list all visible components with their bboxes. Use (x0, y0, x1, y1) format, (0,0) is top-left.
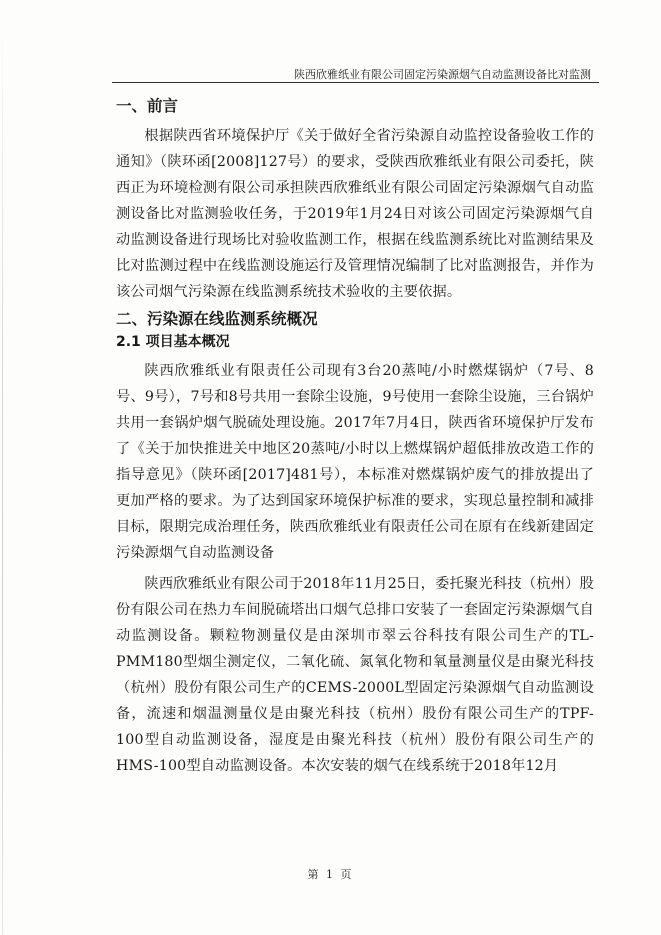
preface-paragraph: 根据陕西省环境保护厅《关于做好全省污染源自动监控设备验收工作的通知》（陕环函[2008]127号）的要求，受陕西欣雅纸业有限公司委托，陕西正为环境检测有限公司承担陕西欣雅纸业有限公司固定污染源烟气自动监测设备比对监测验收任务，于2019年1月24日对该公司固定污染源烟气自动监测设备进行现场比对验收监测工作，根据在线监测系统比对监测结果及比对监测过程中在线监测设施运行及管理情况编制了比对监测报告，并作为该公司烟气污染源在线监测系统技术验收的主要依据。 (116, 128, 594, 300)
project-paragraph-2: 陕西欣雅纸业有限公司于2018年11月25日，委托聚光科技（杭州）股份有限公司在热力车间脱硫塔出口烟气总排口安装了一套固定污染源烟气自动监测设备。颗粒物测量仪是由深圳市翠云谷科技有限公司生产的TL-PMM180型烟尘测定仪，二氧化硫、氮氧化物和氧量测量仪是由聚光科技（杭州）股份有限公司生产的CEMS-2000L型固定污染源烟气自动监测设备，流速和烟温测量仪是由聚光科技（杭州）股份有限公司生产的TPF-100型自动监测设备，湿度是由聚光科技（杭州）股份有限公司生产的HMS-100型自动监测设备。本次安装的烟气在线系统于2018年12月 (116, 576, 594, 774)
page-body (116, 94, 594, 779)
section-heading-preface: 一、前言 (116, 97, 179, 115)
header-rule (112, 82, 599, 83)
scan-edge-shadow (2, 0, 3, 935)
subsection-heading-project: 2.1 项目基本概况 (116, 334, 230, 350)
section-heading-overview: 二、污染源在线监测系统概况 (116, 310, 318, 328)
page-number: 第 1 页 (307, 868, 354, 881)
running-header: 陕西欣雅纸业有限公司固定污染源烟气自动监测设备比对监测 (294, 68, 591, 81)
project-paragraph-1: 陕西欣雅纸业有限责任公司现有3台20蒸吨/小时燃煤锅炉（7号、8号、9号），7号和8号共用一套除尘设施，9号使用一套除尘设施，三台锅炉共用一套锅炉烟气脱硫处理设施。2017年7月4日，陕西省环境保护厅发布了《关于加快推进关中地区20蒸吨/小时以上燃煤锅炉超低排放改造工作的指导意见》（陕环函[2017]481号），本标准对燃煤锅炉废气的排放提出了更加严格的要求。为了达到国家环境保护标准的要求，实现总量控制和减排目标，限期完成治理任务，陕西欣雅纸业有限责任公司在原有在线新建固定污染源烟气自动监测设备 (116, 363, 594, 561)
